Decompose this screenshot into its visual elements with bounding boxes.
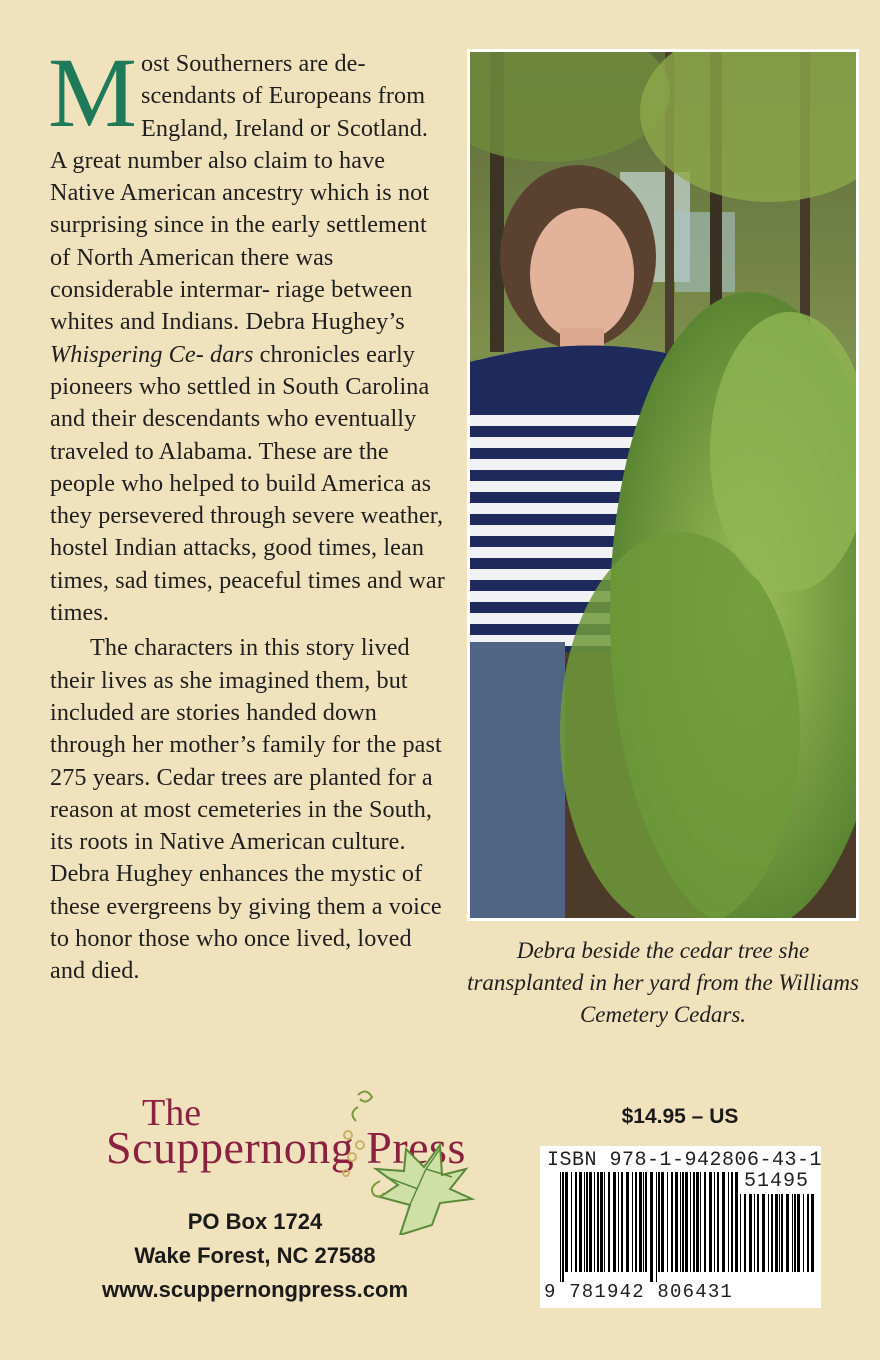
author-photo: [467, 49, 859, 921]
address-line-2: Wake Forest, NC 27588: [134, 1243, 376, 1268]
blurb-p1-tail: chronicles early pioneers who settled in South Carolina and their descendants who eventually traveled to Alabama. These are the people who helped to build America as they persevered through severe weather, hostel Indian attacks, good times, lean times, sad times, peaceful times and war times.: [50, 340, 445, 627]
blurb-paragraph-1: [48, 37, 445, 629]
logo-line-1: The: [142, 1092, 202, 1134]
publisher-address: [90, 1205, 420, 1307]
blurb-p1-lead: ost Southerners are de- scendants of Europeans from England, Ireland or Scotland. A great number also claim to have Native American ancestry which is not surprising since in the early settlement of North American there was considerable intermar- riage between whites and Indians. Debra Hughey’s: [50, 50, 430, 336]
author-photo-illustration: [470, 52, 856, 918]
publisher-website: www.scuppernongpress.com: [101, 1277, 409, 1302]
photo-caption: Debra beside the cedar tree she transplanted in her yard from the Williams Cemetery Cedars.: [467, 938, 859, 1027]
address-line-1: PO Box 1724: [187, 1209, 323, 1234]
ean-number: 9 781942 806431: [544, 1281, 734, 1303]
isbn-number: ISBN 978-1-942806-43-1: [547, 1149, 823, 1172]
drop-cap: M: [48, 37, 138, 148]
price-label: $14.95 – US: [621, 1105, 739, 1128]
barcode-bars: [560, 1172, 740, 1282]
blurb-text: [48, 37, 445, 991]
blurb-paragraph-2: The characters in this story lived their lives as she imagined them, but included are stories handed down through her mother’s family for the past 275 years. Cedar trees are planted for a reason at most cemeteries in the South, its roots in Native American culture. Debra Hughey enhances the mystic of these evergreens by giving them a voice to honor those who once lived, loved and died.: [50, 634, 442, 985]
barcode-addon-bars: [740, 1194, 814, 1282]
book-title: Whispering Ce- dars: [50, 340, 254, 368]
logo-line-2: Scuppernong Press: [106, 1122, 466, 1173]
isbn-barcode: [540, 1146, 821, 1308]
barcode-addon-number: 51495: [744, 1170, 810, 1193]
